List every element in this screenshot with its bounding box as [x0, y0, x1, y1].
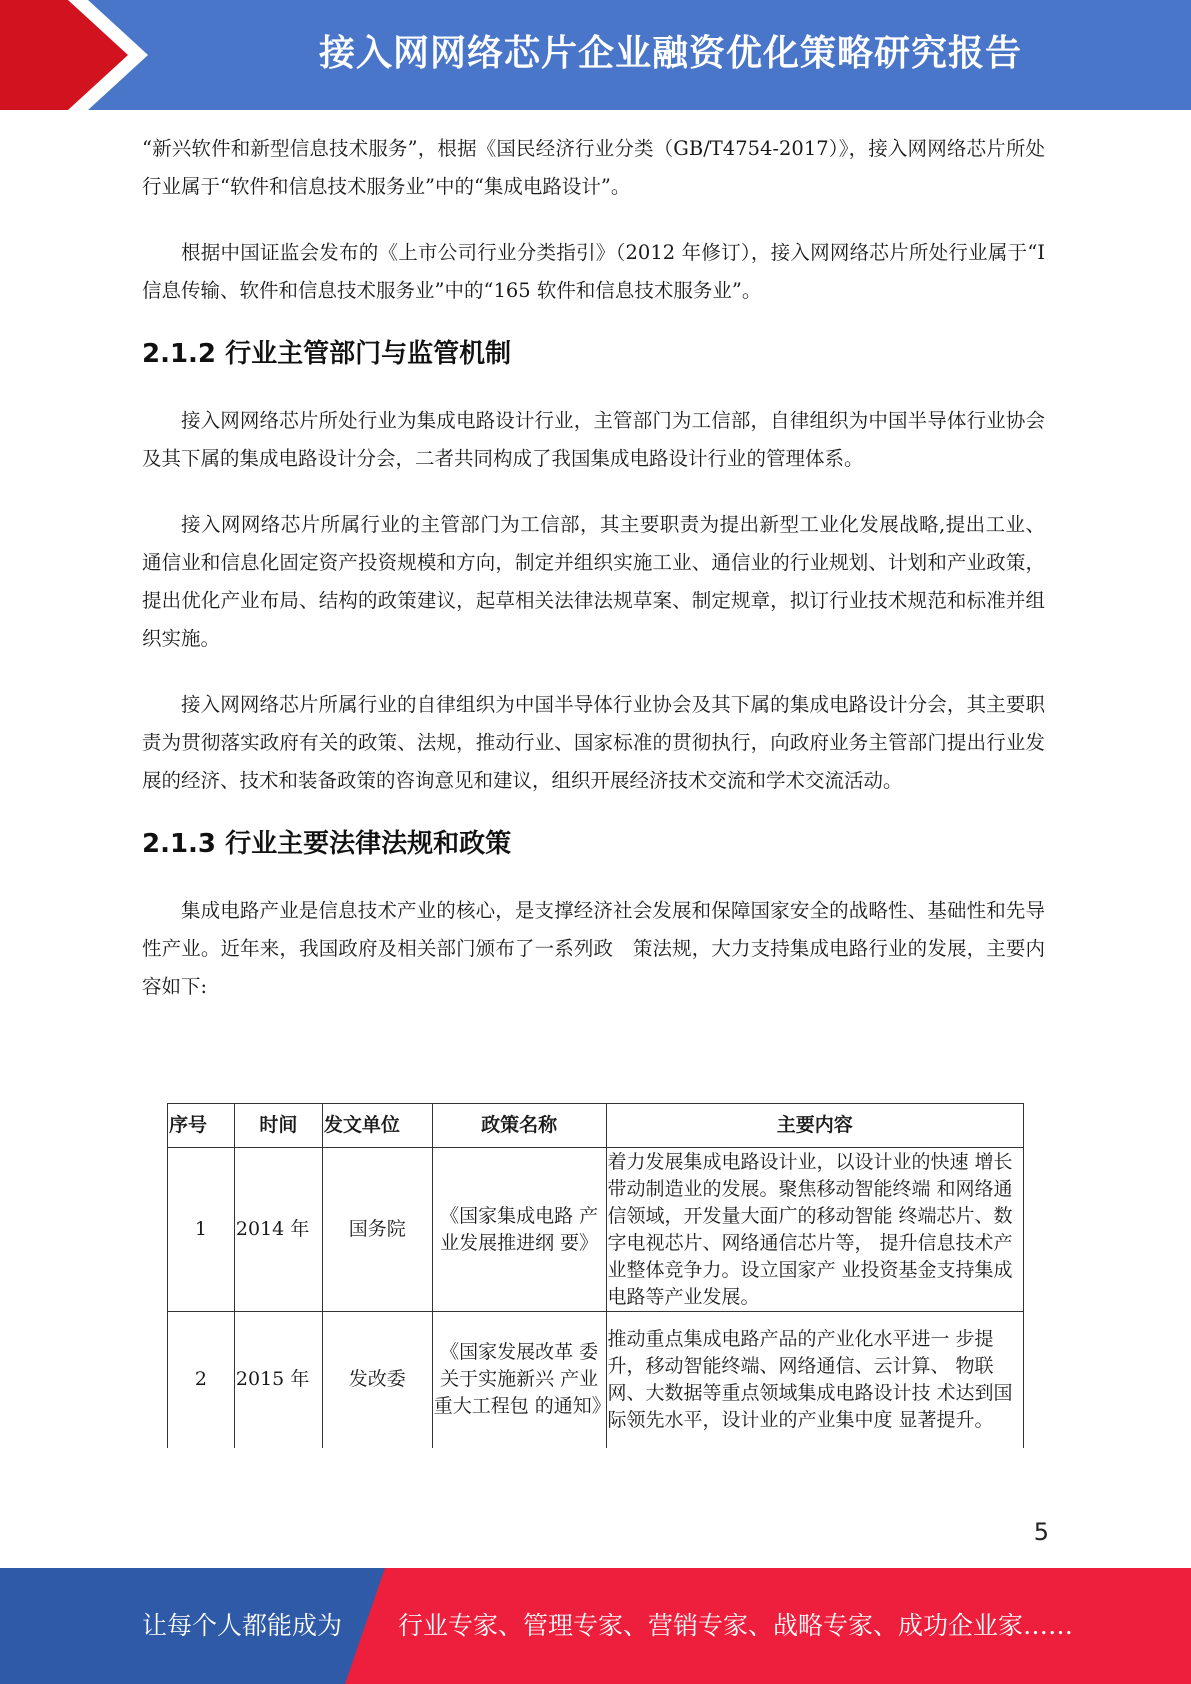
table-row	[168, 1148, 1024, 1312]
policy-table	[167, 1103, 1024, 1448]
paragraph: 集成电路产业是信息技术产业的核心，是支撑经济社会发展和保障国家安全的战略性、基础性和先导性产业。近年来，我国政府及相关部门颁布了一系列政 策法规，大力支持集成电路行业的发展，主要内容如下:	[142, 899, 1045, 998]
report-title: 接入网网络芯片企业融资优化策略研究报告	[318, 33, 1022, 74]
column-header: 序号	[168, 1104, 235, 1148]
footer-slogan-left: 让每个人都能成为	[142, 1611, 343, 1640]
paragraph: “新兴软件和新型信息技术服务”，根据《国民经济行业分类（GB/T4754-2017）》，接入网网络芯片所处行业属于“软件和信息技术服务业”中的“集成电路设计”。	[142, 137, 1045, 198]
table-header-row	[168, 1104, 1024, 1148]
table-cell: 《国家发展改革 委关于实施新兴 产业重大工程包 的通知》	[432, 1312, 606, 1448]
page-footer	[0, 1568, 1191, 1684]
section-heading: 2.1.3 行业主要法律法规和政策	[142, 829, 512, 859]
column-header: 政策名称	[432, 1104, 606, 1148]
footer-slogan-right: 行业专家、管理专家、营销专家、战略专家、成功企业家……	[398, 1611, 1074, 1640]
table-row	[168, 1312, 1024, 1448]
column-header: 时间	[234, 1104, 322, 1148]
table-cell: 1	[168, 1148, 235, 1312]
table-cell: 推动重点集成电路产品的产业化水平进一 步提升，移动智能终端、网络通信、云计算、 物联网、大数据等重点领域集成电路设计技 术达到国际领先水平，设计业的产业集中度 显著提升。	[606, 1312, 1023, 1448]
column-header: 发文单位	[322, 1104, 432, 1148]
header-arrow-icon	[0, 0, 160, 110]
section-heading: 2.1.2 行业主管部门与监管机制	[142, 339, 512, 369]
paragraph: 接入网网络芯片所处行业为集成电路设计行业，主管部门为工信部，自律组织为中国半导体行业协会及其下属的集成电路设计分会，二者共同构成了我国集成电路设计行业的管理体系。	[142, 409, 1045, 470]
page-body	[142, 130, 1045, 1006]
table-cell: 发改委	[322, 1312, 432, 1448]
page-number: 5	[1033, 1518, 1049, 1546]
paragraph: 接入网网络芯片所属行业的自律组织为中国半导体行业协会及其下属的集成电路设计分会，其主要职责为贯彻落实政府有关的政策、法规，推动行业、国家标准的贯彻执行，向政府业务主管部门提出行业发展的经济、技术和装备政策的咨询意见和建议，组织开展经济技术交流和学术交流活动。	[142, 693, 1045, 792]
table-cell: 国务院	[322, 1148, 432, 1312]
table-cell: 2015 年	[234, 1312, 322, 1448]
paragraph: 根据中国证监会发布的《上市公司行业分类指引》（2012 年修订），接入网网络芯片所处行业属于“I 信息传输、软件和信息技术服务业”中的“165 软件和信息技术服务业”。	[142, 241, 1045, 302]
table-cell: 《国家集成电路 产业发展推进纲 要》	[432, 1148, 606, 1312]
table-cell: 着力发展集成电路设计业，以设计业的快速 增长带动制造业的发展。聚焦移动智能终端 和网络通信领域，开发量大面广的移动智能 终端芯片、数字电视芯片、网络通信芯片等， 提升信息技术产业整体竞争力。设立国家产 业投资基金支持集成电路等产业发展。	[606, 1148, 1023, 1312]
column-header: 主要内容	[606, 1104, 1023, 1148]
paragraph: 接入网网络芯片所属行业的主管部门为工信部，其主要职责为提出新型工业化发展战略,提出工业、通信业和信息化固定资产投资规模和方向，制定并组织实施工业、通信业的行业规划、计划和产业政策，提出优化产业布局、结构的政策建议，起草相关法律法规草案、制定规章，拟订行业技术规范和标准并组织实施。	[142, 513, 1045, 650]
table-cell: 2	[168, 1312, 235, 1448]
page-header	[0, 0, 1191, 110]
table-cell: 2014 年	[234, 1148, 322, 1312]
